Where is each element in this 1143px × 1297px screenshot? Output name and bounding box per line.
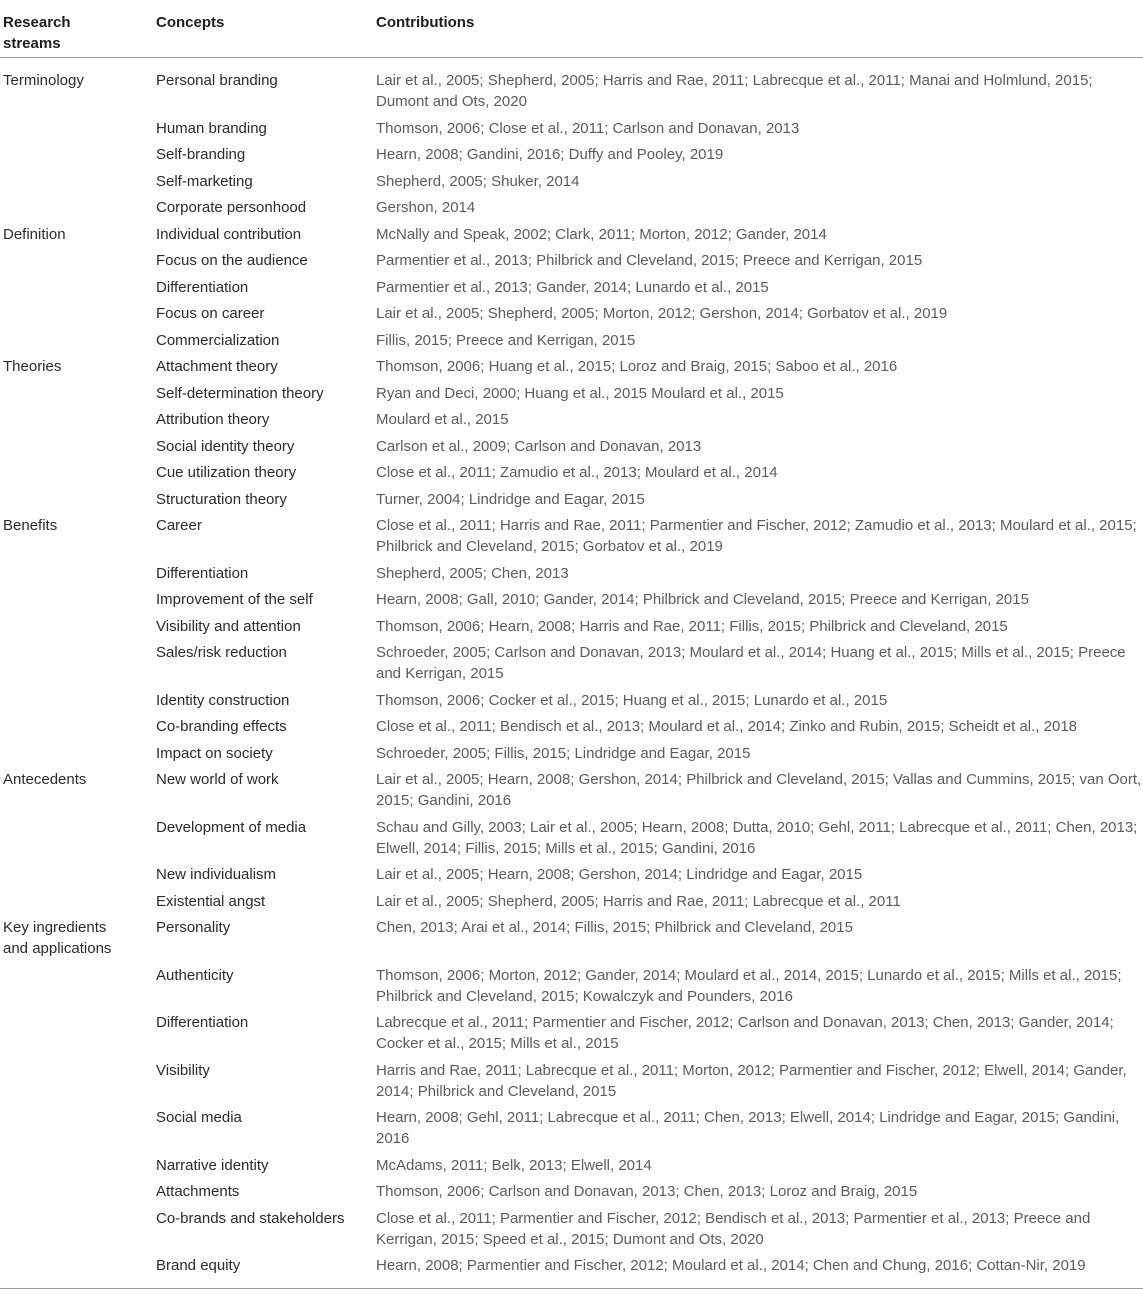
concept-cell: Self-branding [156, 146, 246, 163]
table-row [0, 250, 1143, 277]
research-stream-cell [0, 250, 156, 271]
bottom-rule [0, 1288, 1143, 1289]
table-row [0, 690, 1143, 717]
contributions-cell: Shepherd, 2005; Chen, 2013 [376, 564, 569, 582]
research-stream-cell [0, 303, 156, 324]
concept-cell: Attachments [156, 1183, 240, 1200]
research-stream-cell [0, 743, 156, 764]
table-row [0, 616, 1143, 643]
table-row [0, 409, 1143, 436]
contributions-cell: Hearn, 2008; Parmentier and Fischer, 2012; Moulard et al., 2014; Chen and Chung, 2016; Cottan-Nir, 2019 [376, 1257, 1086, 1274]
table-row [0, 817, 1143, 865]
contributions-cell: Shepherd, 2005; Shuker, 2014 [376, 172, 580, 190]
research-stream-label: Key ingredients and applications [3, 919, 112, 957]
table-row [0, 589, 1143, 616]
concept-cell: Narrative identity [156, 1156, 269, 1174]
research-stream-cell [0, 356, 156, 377]
research-stream-cell [0, 171, 156, 192]
research-stream-cell [0, 616, 156, 637]
concept-cell: Co-branding effects [156, 718, 287, 735]
contributions-cell: Hearn, 2008; Gandini, 2016; Duffy and Pooley, 2019 [376, 146, 724, 163]
concept-cell: Focus on the audience [156, 252, 308, 269]
research-stream-cell [0, 1208, 156, 1250]
concept-cell: Focus on career [156, 305, 265, 322]
concept-cell: Self-determination theory [156, 384, 324, 402]
table-row [0, 642, 1143, 690]
concept-cell: Social identity theory [156, 437, 295, 455]
research-stream-cell [0, 965, 156, 1007]
table-body [0, 58, 1143, 1282]
research-stream-cell [0, 1012, 156, 1054]
contributions-cell: Harris and Rae, 2011; Labrecque et al., 2011; Morton, 2012; Parmentier and Fischer, 2012; Elwell, 2014; Gander, 2014; Philbrick and Cleveland, 2015 [376, 1061, 1127, 1100]
contributions-cell: Chen, 2013; Arai et al., 2014; Fillis, 2015; Philbrick and Cleveland, 2015 [376, 919, 853, 936]
concept-cell: Corporate personhood [156, 199, 307, 216]
contributions-cell: Gershon, 2014 [376, 199, 476, 216]
table-header [0, 0, 1143, 57]
table-row [0, 383, 1143, 410]
table-row [0, 330, 1143, 357]
concept-cell: Brand equity [156, 1257, 241, 1274]
concept-cell: Personal branding [156, 72, 278, 89]
concept-cell: Development of media [156, 818, 307, 836]
contributions-cell: Turner, 2004; Lindridge and Eagar, 2015 [376, 490, 645, 508]
contributions-cell: Parmentier et al., 2013; Gander, 2014; Lunardo et al., 2015 [376, 278, 769, 296]
table-row [0, 144, 1143, 171]
table-row [0, 70, 1143, 118]
header-contributions: Contributions [376, 14, 475, 31]
research-stream-cell [0, 330, 156, 351]
table-row [0, 716, 1143, 743]
concept-cell: Career [156, 517, 202, 534]
concept-cell: New world of work [156, 771, 279, 788]
research-stream-cell [0, 1255, 156, 1276]
research-stream-label: Theories [3, 358, 62, 375]
header-research-streams: Research streams [3, 14, 71, 52]
contributions-cell: McNally and Speak, 2002; Clark, 2011; Morton, 2012; Gander, 2014 [376, 225, 827, 243]
contributions-cell: Thomson, 2006; Close et al., 2011; Carlson and Donavan, 2013 [376, 119, 800, 137]
research-stream-cell [0, 917, 156, 959]
concept-cell: Structuration theory [156, 490, 287, 508]
contributions-cell: Labrecque et al., 2011; Parmentier and Fischer, 2012; Carlson and Donavan, 2013; Chen, 2013; Gander, 2014; Cocker et al., 2015; Mills et al., 2015 [376, 1014, 1114, 1052]
concept-cell: Differentiation [156, 278, 249, 296]
table-row [0, 563, 1143, 590]
table-row [0, 1208, 1143, 1256]
concept-cell: Visibility [156, 1061, 210, 1079]
contributions-cell: Lair et al., 2005; Shepherd, 2005; Harris and Rae, 2011; Labrecque et al., 2011; Manai and Holmlund, 2015; Dumont and Ots, 2020 [376, 72, 1093, 110]
research-stream-cell [0, 197, 156, 218]
research-stream-label: Antecedents [3, 771, 87, 788]
research-stream-cell [0, 489, 156, 510]
research-stream-cell [0, 1181, 156, 1202]
research-stream-cell [0, 515, 156, 557]
research-stream-cell [0, 589, 156, 610]
table-row [0, 864, 1143, 891]
concept-cell: Co-brands and stakeholders [156, 1209, 345, 1227]
concept-cell: Differentiation [156, 564, 249, 582]
concept-cell: Commercialization [156, 331, 280, 349]
contributions-cell: Schroeder, 2005; Fillis, 2015; Lindridge and Eagar, 2015 [376, 744, 751, 762]
research-stream-label: Terminology [3, 72, 84, 89]
research-stream-label: Benefits [3, 517, 58, 534]
concept-cell: Personality [156, 919, 231, 936]
concept-cell: Identity construction [156, 691, 290, 709]
contributions-cell: Thomson, 2006; Morton, 2012; Gander, 2014; Moulard et al., 2014, 2015; Lunardo et al., 2015; Mills et al., 2015; Philbrick and Cleveland, 2015; Kowalczyk and Pounders, 2016 [376, 966, 1122, 1005]
research-stream-cell [0, 144, 156, 165]
concept-cell: Individual contribution [156, 225, 302, 243]
contributions-cell: Close et al., 2011; Zamudio et al., 2013; Moulard et al., 2014 [376, 464, 778, 481]
table-row [0, 489, 1143, 516]
research-stream-cell [0, 118, 156, 139]
table-row [0, 965, 1143, 1013]
table-row [0, 769, 1143, 817]
contributions-cell: Thomson, 2006; Huang et al., 2015; Loroz and Braig, 2015; Saboo et al., 2016 [376, 358, 898, 375]
table-row [0, 891, 1143, 918]
concept-cell: Attachment theory [156, 358, 278, 375]
concept-cell: Attribution theory [156, 411, 270, 428]
contributions-cell: Close et al., 2011; Bendisch et al., 2013; Moulard et al., 2014; Zinko and Rubin, 2015; Scheidt et al., 2018 [376, 718, 1078, 735]
contributions-cell: Schroeder, 2005; Carlson and Donavan, 2013; Moulard et al., 2014; Huang et al., 2015; Mills et al., 2015; Preece and Kerrigan, 2015 [376, 644, 1126, 682]
table-row [0, 1107, 1143, 1155]
research-stream-cell [0, 690, 156, 711]
research-stream-cell [0, 70, 156, 112]
table-row [0, 277, 1143, 304]
table-row [0, 303, 1143, 330]
research-stream-label: Definition [3, 225, 66, 243]
contributions-cell: Lair et al., 2005; Hearn, 2008; Gershon, 2014; Philbrick and Cleveland, 2015; Vallas and Cummins, 2015; van Oort, 2015; Gandini, 2016 [376, 771, 1142, 809]
research-stream-cell [0, 436, 156, 457]
table-row [0, 436, 1143, 463]
table-row [0, 1181, 1143, 1208]
table-row [0, 171, 1143, 198]
research-stream-cell [0, 891, 156, 912]
concept-cell: Cue utilization theory [156, 464, 297, 481]
research-stream-cell [0, 277, 156, 298]
concept-cell: Impact on society [156, 744, 273, 762]
table-row [0, 462, 1143, 489]
contributions-cell: Ryan and Deci, 2000; Huang et al., 2015 Moulard et al., 2015 [376, 384, 784, 402]
concept-cell: Improvement of the self [156, 591, 313, 608]
concept-cell: Sales/risk reduction [156, 644, 287, 661]
research-stream-cell [0, 1060, 156, 1102]
research-stream-cell [0, 864, 156, 885]
concept-cell: Authenticity [156, 966, 234, 984]
contributions-cell: McAdams, 2011; Belk, 2013; Elwell, 2014 [376, 1156, 652, 1174]
table-row [0, 1012, 1143, 1060]
contributions-cell: Hearn, 2008; Gehl, 2011; Labrecque et al., 2011; Chen, 2013; Elwell, 2014; Lindridge and Eagar, 2015; Gandini, 2016 [376, 1109, 1120, 1147]
concept-cell: Social media [156, 1109, 242, 1126]
table-row [0, 1255, 1143, 1282]
table-row [0, 224, 1143, 251]
research-stream-cell [0, 409, 156, 430]
concept-cell: New individualism [156, 866, 277, 883]
concept-cell: Human branding [156, 119, 267, 137]
contributions-cell: Carlson et al., 2009; Carlson and Donavan, 2013 [376, 437, 702, 455]
contributions-cell: Lair et al., 2005; Shepherd, 2005; Harris and Rae, 2011; Labrecque et al., 2011 [376, 892, 901, 910]
table-row [0, 515, 1143, 563]
contributions-cell: Thomson, 2006; Cocker et al., 2015; Huang et al., 2015; Lunardo et al., 2015 [376, 691, 888, 709]
research-stream-cell [0, 1155, 156, 1176]
research-stream-cell [0, 716, 156, 737]
contributions-cell: Lair et al., 2005; Hearn, 2008; Gershon, 2014; Lindridge and Eagar, 2015 [376, 866, 863, 883]
table-row [0, 743, 1143, 770]
table-row [0, 356, 1143, 383]
concept-cell: Existential angst [156, 892, 266, 910]
research-stream-cell [0, 563, 156, 584]
header-concepts: Concepts [156, 14, 225, 31]
table-row [0, 917, 1143, 965]
contributions-cell: Thomson, 2006; Hearn, 2008; Harris and Rae, 2011; Fillis, 2015; Philbrick and Cleveland, 2015 [376, 617, 1008, 635]
contributions-cell: Moulard et al., 2015 [376, 411, 509, 428]
contributions-cell: Lair et al., 2005; Shepherd, 2005; Morton, 2012; Gershon, 2014; Gorbatov et al., 2019 [376, 305, 948, 322]
research-stream-cell [0, 1107, 156, 1149]
contributions-cell: Parmentier et al., 2013; Philbrick and Cleveland, 2015; Preece and Kerrigan, 2015 [376, 252, 923, 269]
contributions-cell: Close et al., 2011; Harris and Rae, 2011; Parmentier and Fischer, 2012; Zamudio et al., 2013; Moulard et al., 2015; Philbrick and Cleveland, 2015; Gorbatov et al., 2019 [376, 517, 1137, 555]
research-stream-cell [0, 817, 156, 859]
contributions-cell: Fillis, 2015; Preece and Kerrigan, 2015 [376, 331, 636, 349]
concept-cell: Self-marketing [156, 172, 253, 190]
research-stream-cell [0, 462, 156, 483]
contributions-cell: Schau and Gilly, 2003; Lair et al., 2005; Hearn, 2008; Dutta, 2010; Gehl, 2011; Labrecque et al., 2011; Chen, 2013; Elwell, 2014; Fillis, 2015; Mills et al., 2015; Gandini, 2016 [376, 818, 1138, 857]
research-stream-cell [0, 383, 156, 404]
research-stream-cell [0, 224, 156, 245]
table-row [0, 197, 1143, 224]
concept-cell: Visibility and attention [156, 617, 301, 635]
table-row [0, 1155, 1143, 1182]
contributions-cell: Hearn, 2008; Gall, 2010; Gander, 2014; Philbrick and Cleveland, 2015; Preece and Kerrigan, 2015 [376, 591, 1029, 608]
research-stream-cell [0, 769, 156, 811]
concept-cell: Differentiation [156, 1014, 249, 1031]
research-stream-cell [0, 642, 156, 684]
table-row [0, 1060, 1143, 1108]
contributions-cell: Close et al., 2011; Parmentier and Fischer, 2012; Bendisch et al., 2013; Parmentier et al., 2013; Preece and Kerrigan, 2015; Speed et al., 2015; Dumont and Ots, 2020 [376, 1209, 1091, 1248]
table-row [0, 118, 1143, 145]
contributions-cell: Thomson, 2006; Carlson and Donavan, 2013; Chen, 2013; Loroz and Braig, 2015 [376, 1183, 918, 1200]
